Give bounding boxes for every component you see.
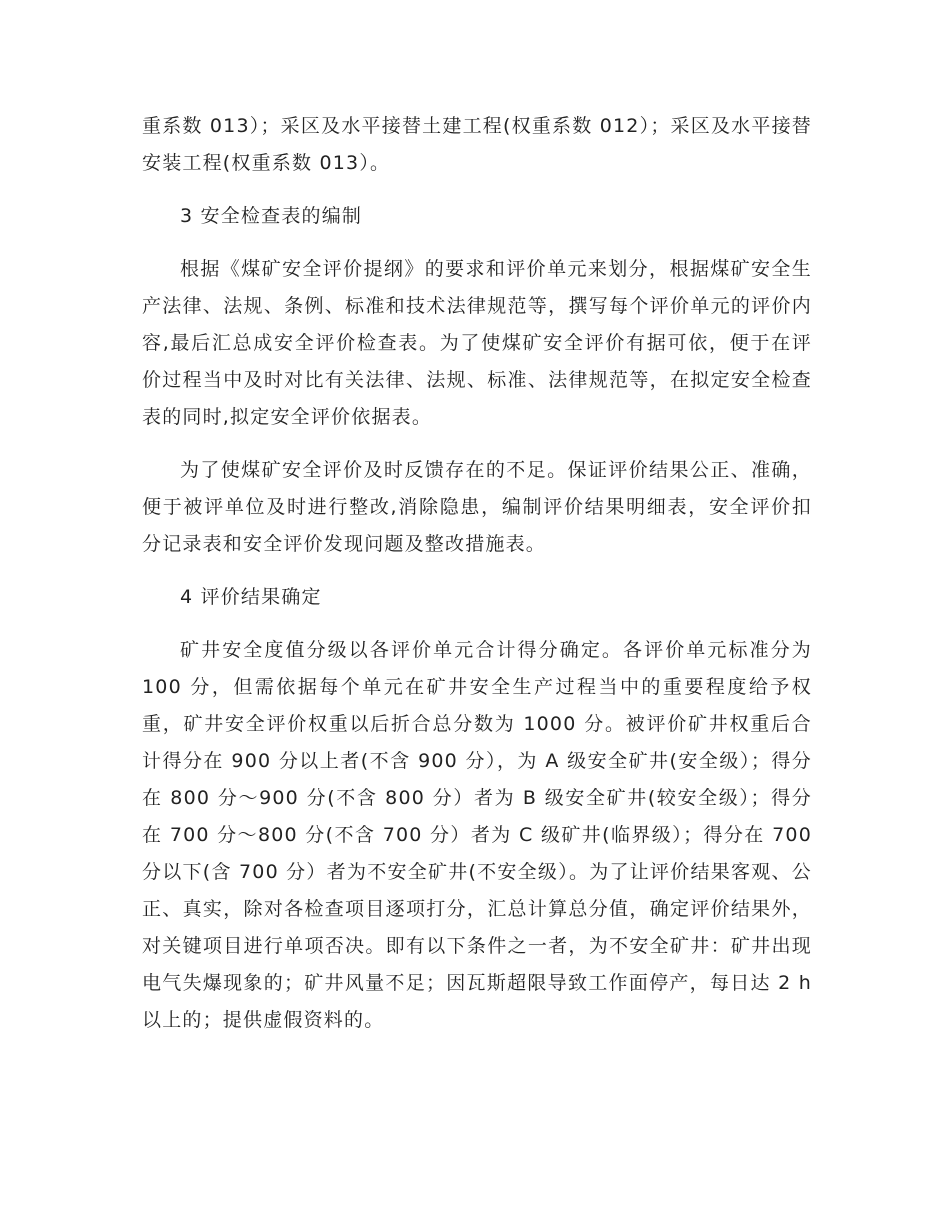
continuation-paragraph: 重系数 013）；采区及水平接替土建工程(权重系数 012）；采区及水平接替安装工程(权重系数 013）。 — [142, 115, 812, 174]
body-paragraph-results: 矿井安全度值分级以各评价单元合计得分确定。各评价单元标准分为 100 分，但需依据每个单元在矿井安全生产过程当中的重要程度给予权重，矿井安全评价权重以后折合总分数为 1000 分。被评价矿井权重后合计得分在 900 分以上者(不含 900 分），为 A 级安全矿井(安全级）；得分在 800 分～900 分(不含 800 分）者为 B 级安全矿井(较安全级）；得分在 700 分～800 分(不含 700 分）者为 C 级矿井(临界级）；得分在 700 分以下(含 700 分）者为不安全矿井(不安全级）。为了让评价结果客观、公正、真实，除对各检查项目逐项打分，汇总计算总分值，确定评价结果外，对关键项目进行单项否决。即有以下条件之一者，为不安全矿井：矿井出现电气失爆现象的；矿井风量不足；因瓦斯超限导致工作面停产，每日达 2 h 以上的；提供虚假资料的。 — [142, 639, 812, 1031]
body-paragraph-feedback: 为了使煤矿安全评价及时反馈存在的不足。保证评价结果公正、准确，便于被评单位及时进行整改,消除隐患，编制评价结果明细表，安全评价扣分记录表和安全评价发现问题及整改措施表。 — [142, 459, 812, 555]
section-heading-4: 4 评价结果确定 — [180, 586, 322, 608]
document-body — [142, 108, 812, 1055]
body-paragraph-checklist: 根据《煤矿安全评价提纲》的要求和评价单元来划分，根据煤矿安全生产法律、法规、条例、标准和技术法律规范等，撰写每个评价单元的评价内容,最后汇总成安全评价检查表。为了使煤矿安全评价有据可依，便于在评价过程当中及时对比有关法律、法规、标准、法律规范等，在拟定安全检查表的同时,拟定安全评价依据表。 — [142, 258, 812, 428]
section-heading-3: 3 安全检查表的编制 — [180, 205, 363, 227]
